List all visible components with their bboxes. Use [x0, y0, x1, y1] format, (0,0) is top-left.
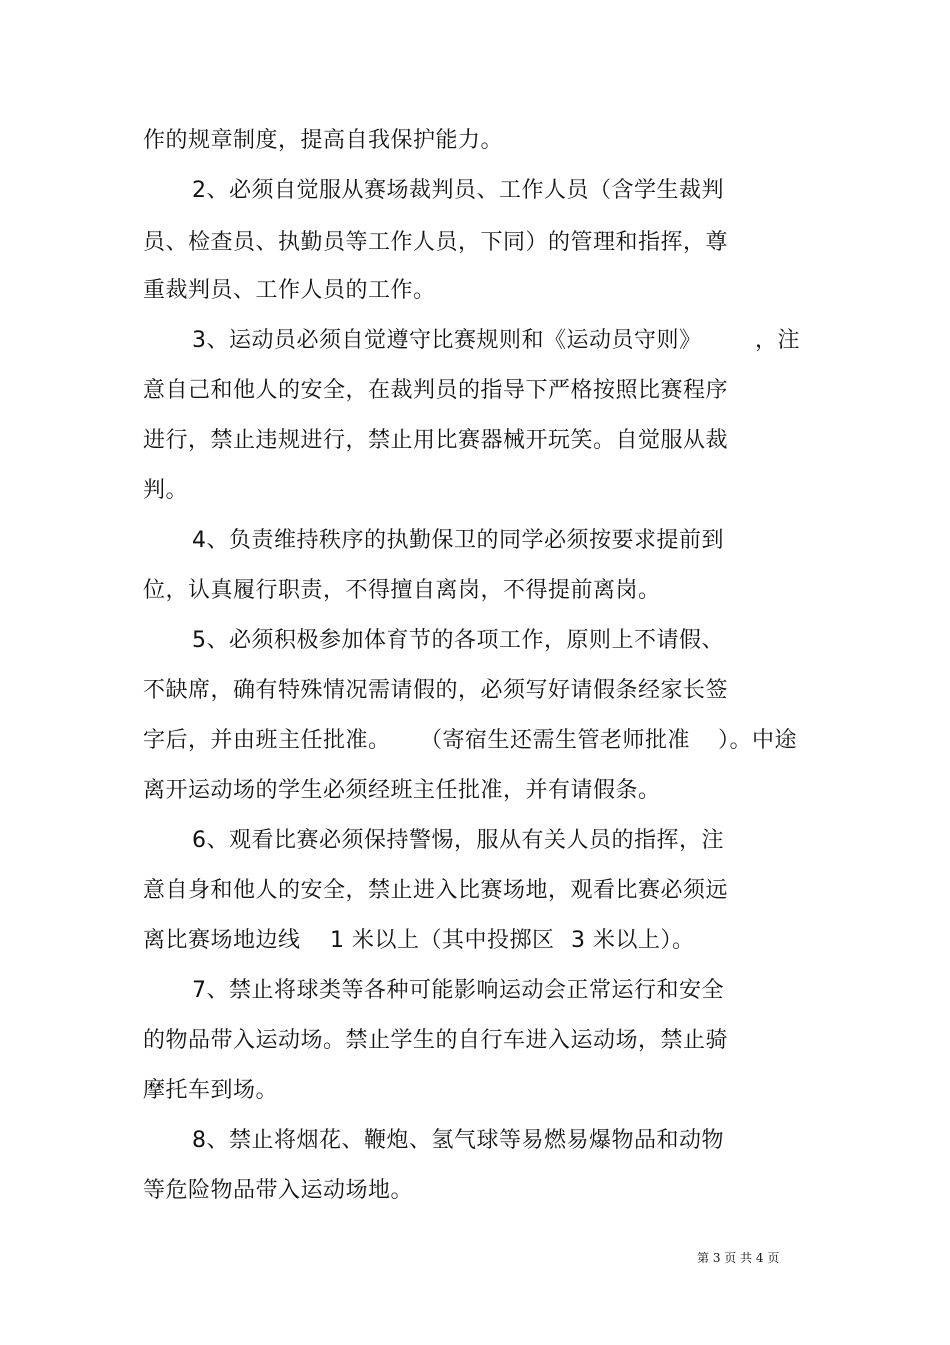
text-line: 意自己和他人的安全，在裁判员的指导下严格按照比赛程序 — [143, 378, 729, 403]
text-line: ，注 — [755, 328, 801, 353]
text-line: 不缺席，确有特殊情况需请假的，必须写好请假条经家长签 — [143, 678, 729, 703]
text-line: 摩托车到场。 — [143, 1078, 279, 1103]
text-line: 5、必须积极参加体育节的各项工作，原则上不请假、 — [192, 628, 724, 653]
text-line: 的物品带入运动场。禁止学生的自行车进入运动场，禁止骑 — [143, 1028, 729, 1053]
text-line: 进行，禁止违规进行，禁止用比赛器械开玩笑。自觉服从裁 — [143, 428, 729, 453]
text-line: 4、负责维持秩序的执勤保卫的同学必须按要求提前到 — [192, 528, 724, 553]
text-line: 位，认真履行职责，不得擅自离岗，不得提前离岗。 — [143, 578, 661, 603]
text-line: 离比赛场地边线 — [143, 928, 301, 953]
text-line: 重裁判员、工作人员的工作。 — [143, 278, 436, 303]
text-line: 2、必须自觉服从赛场裁判员、工作人员（含学生裁判 — [192, 178, 724, 203]
text-line: 判。 — [143, 478, 189, 503]
text-line: 3、运动员必须自觉遵守比赛规则和《运动员守则》 — [192, 328, 702, 353]
text-line: 1 米以上（其中投掷区 — [330, 928, 555, 953]
text-line: ）。中途 — [718, 728, 798, 753]
text-line: 6、观看比赛必须保持警惕，服从有关人员的指挥，注 — [192, 828, 724, 853]
text-line: 7、禁止将球类等各种可能影响运动会正常运行和安全 — [192, 978, 724, 1003]
text-line: （寄宿生还需生管老师批准 — [420, 728, 691, 753]
text-line: 3 米以上）。 — [571, 928, 695, 953]
text-line: 等危险物品带入运动场地。 — [143, 1178, 414, 1203]
text-line: 意自身和他人的安全，禁止进入比赛场地，观看比赛必须远 — [143, 878, 729, 903]
text-line: 字后，并由班主任批准。 — [143, 728, 391, 753]
text-line: 离开运动场的学生必须经班主任批准，并有请假条。 — [143, 778, 661, 803]
text-line: 员、检查员、执勤员等工作人员，下同）的管理和指挥，尊 — [143, 230, 729, 255]
text-line: 8、禁止将烟花、鞭炮、氢气球等易燃易爆物品和动物 — [192, 1128, 724, 1153]
text-line: 作的规章制度，提高自我保护能力。 — [143, 128, 504, 153]
page-number-footer: 第 3 页 共 4 页 — [697, 1251, 780, 1265]
